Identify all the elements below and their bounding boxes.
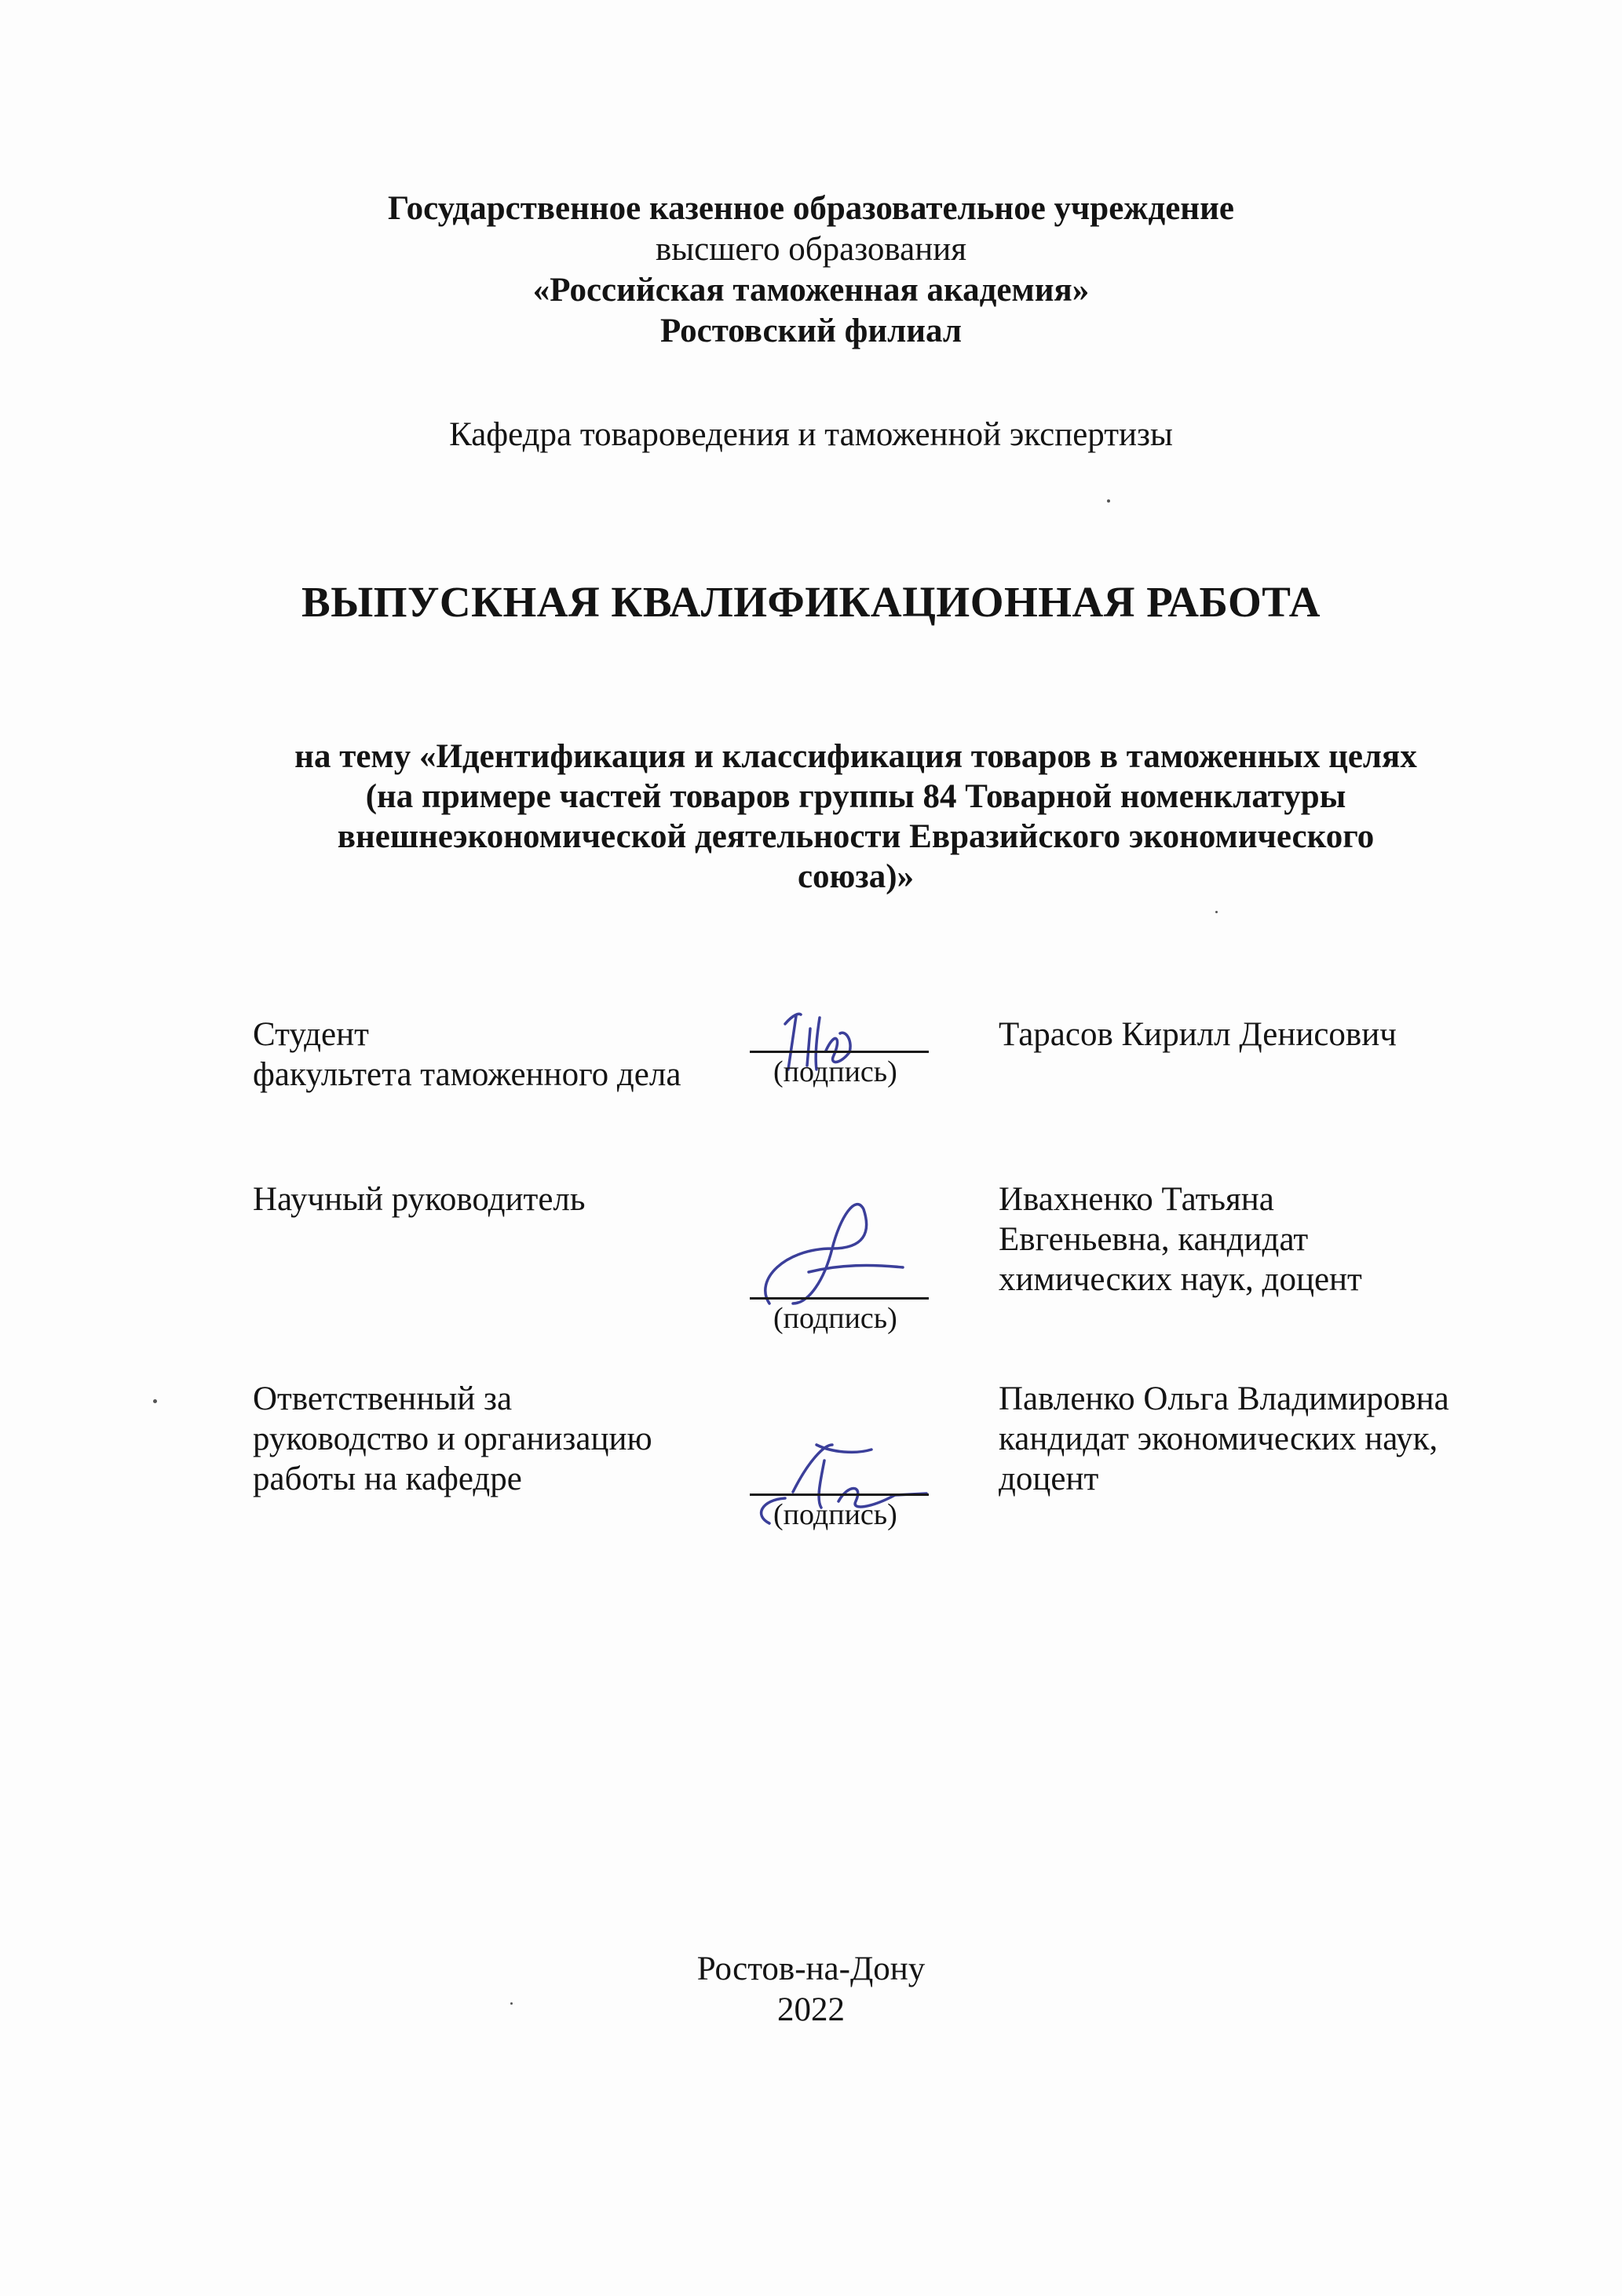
topic-line-3: внешнеэкономической деятельности Евразийского экономического [337,818,1375,855]
student-name [999,1015,1548,1055]
responsible-role-line-2: руководство и организацию [253,1420,652,1457]
supervisor-role-line-1: Научный руководитель [253,1181,586,1218]
student-role-line-1: Студент [253,1016,369,1053]
department-name: Кафедра товароведения и таможенной экспертизы [449,416,1173,453]
supervisor-name-line-2: Евгеньевна, кандидат [999,1221,1309,1258]
responsible-role-line-3: работы на кафедре [253,1461,522,1497]
supervisor-name-line-1: Ивахненко Татьяна [999,1181,1274,1218]
student-role [253,1015,740,1095]
student-role-line-2: факультета таможенного дела [253,1056,681,1093]
institution-line-2: высшего образования [655,231,967,268]
supervisor-signature-line [750,1297,929,1300]
supervisor-signature-caption: (подпись) [773,1302,897,1335]
scan-speck [510,2002,513,2005]
responsible-signature-line [750,1493,929,1496]
responsible-role [253,1379,740,1499]
topic-line-1: на тему «Идентификация и классификация товаров в таможенных целях [294,738,1417,775]
supervisor-role [253,1179,740,1219]
institution-line-1: Государственное казенное образовательное учреждение [388,190,1234,227]
supervisor-name-line-3: химических наук, доцент [999,1261,1362,1298]
topic-line-4: союза)» [797,858,915,895]
scan-speck [1107,499,1110,503]
responsible-signature-caption: (подпись) [773,1498,897,1531]
scan-speck [1215,911,1218,913]
responsible-name-line-3: доцент [999,1461,1099,1497]
institution-header [0,188,1622,352]
document-title: ВЫПУСКНАЯ КВАЛИФИКАЦИОННАЯ РАБОТА [301,578,1321,626]
student-signature [738,983,942,1109]
responsible-name-line-2: кандидат экономических наук, [999,1420,1438,1457]
responsible-name [999,1379,1548,1499]
footer-year: 2022 [777,1991,845,2028]
footer [0,1949,1622,2031]
student-signature-caption: (подпись) [773,1055,897,1088]
student-signature-line [750,1051,929,1053]
responsible-name-line-1: Павленко Ольга Владимировна [999,1380,1449,1417]
responsible-role-line-1: Ответственный за [253,1380,513,1417]
scan-speck [153,1399,157,1403]
footer-city: Ростов-на-Дону [696,1951,926,1987]
institution-line-3: «Российская таможенная академия» [532,272,1090,309]
supervisor-name [999,1179,1548,1300]
student-name-line-1: Тарасов Кирилл Денисович [999,1016,1397,1053]
topic-line-2: (на примере частей товаров группы 84 Товарной номенклатуры [365,778,1346,815]
supervisor-signature [738,1186,942,1311]
institution-line-4: Ростовский филиал [659,313,963,349]
thesis-topic [236,737,1476,897]
